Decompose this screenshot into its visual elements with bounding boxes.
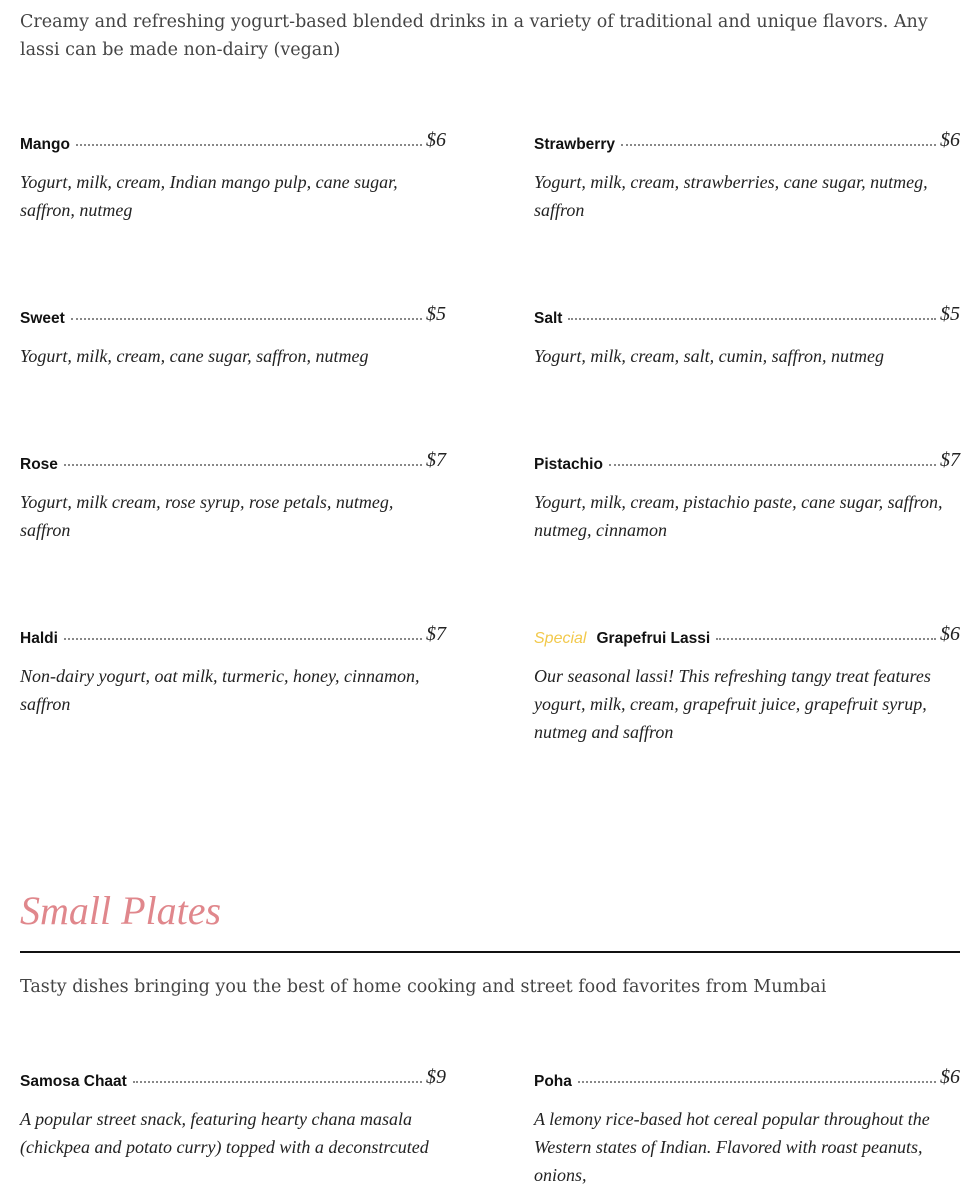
item-price: $7	[426, 623, 446, 645]
leader-dots	[568, 318, 936, 320]
item-name: Sweet	[20, 310, 65, 327]
item-description: Yogurt, milk, cream, pistachio paste, cane sugar, saffron, nutmeg, cinnamon	[534, 492, 943, 540]
item-description: Yogurt, milk, cream, strawberries, cane sugar, nutmeg, saffron	[534, 172, 928, 220]
menu-item-sweet	[20, 303, 446, 370]
section-title-small-plates: Small Plates	[20, 888, 222, 933]
section-divider	[20, 951, 960, 953]
item-description: Yogurt, milk, cream, salt, cumin, saffron, nutmeg	[534, 346, 884, 366]
leader-dots	[64, 638, 422, 640]
leader-dots	[578, 1081, 936, 1083]
menu-item-mango	[20, 129, 446, 224]
item-price: $9	[426, 1066, 446, 1088]
item-name: Mango	[20, 136, 70, 153]
item-price: $6	[940, 129, 960, 151]
item-name: Pistachio	[534, 456, 603, 473]
menu-item-haldi	[20, 623, 446, 718]
item-name: Rose	[20, 456, 58, 473]
menu-item-rose	[20, 449, 446, 544]
menu-item-strawberry	[534, 129, 960, 224]
leader-dots	[133, 1081, 422, 1083]
menu-item-grapefruit-lassi	[534, 623, 960, 746]
special-badge: Special	[534, 630, 587, 647]
item-price: $6	[940, 1066, 960, 1088]
item-name: Poha	[534, 1073, 572, 1090]
menu-item-pistachio	[534, 449, 960, 544]
item-name: Haldi	[20, 630, 58, 647]
item-description: Non-dairy yogurt, oat milk, turmeric, honey, cinnamon, saffron	[20, 666, 420, 714]
item-description: Yogurt, milk, cream, Indian mango pulp, cane sugar, saffron, nutmeg	[20, 172, 398, 220]
small-plates-intro: Tasty dishes bringing you the best of home cooking and street food favorites from Mumbai	[20, 977, 827, 997]
item-price: $5	[940, 303, 960, 325]
item-name: Salt	[534, 310, 563, 327]
item-description: Yogurt, milk cream, rose syrup, rose petals, nutmeg, saffron	[20, 492, 394, 540]
menu-item-poha	[534, 1066, 960, 1189]
item-price: $5	[426, 303, 446, 325]
leader-dots	[64, 464, 422, 466]
item-name: Samosa Chaat	[20, 1073, 127, 1090]
leader-dots	[76, 144, 422, 146]
leader-dots	[621, 144, 936, 146]
item-price: $7	[426, 449, 446, 471]
lassi-intro: Creamy and refreshing yogurt-based blended drinks in a variety of traditional and unique flavors. Any lassi can be made non-dairy (vegan)	[20, 12, 928, 60]
item-description: A lemony rice-based hot cereal popular throughout the Western states of Indian. Flavored with roast peanuts, onions,	[534, 1109, 930, 1185]
item-name: Grapefrui Lassi	[596, 630, 711, 647]
item-price: $6	[426, 129, 446, 151]
leader-dots	[716, 638, 936, 640]
item-price: $7	[940, 449, 960, 471]
item-description: Yogurt, milk, cream, cane sugar, saffron, nutmeg	[20, 346, 369, 366]
menu-item-samosa-chaat	[20, 1066, 446, 1161]
item-description: Our seasonal lassi! This refreshing tangy treat features yogurt, milk, cream, grapefruit juice, grapefruit syrup, nutmeg and saffron	[534, 666, 931, 742]
leader-dots	[71, 318, 422, 320]
menu-item-salt	[534, 303, 960, 370]
item-description: A popular street snack, featuring hearty chana masala (chickpea and potato curry) topped with a deconstrcuted	[20, 1109, 429, 1157]
item-price: $6	[940, 623, 960, 645]
leader-dots	[609, 464, 936, 466]
item-name: Strawberry	[534, 136, 615, 153]
